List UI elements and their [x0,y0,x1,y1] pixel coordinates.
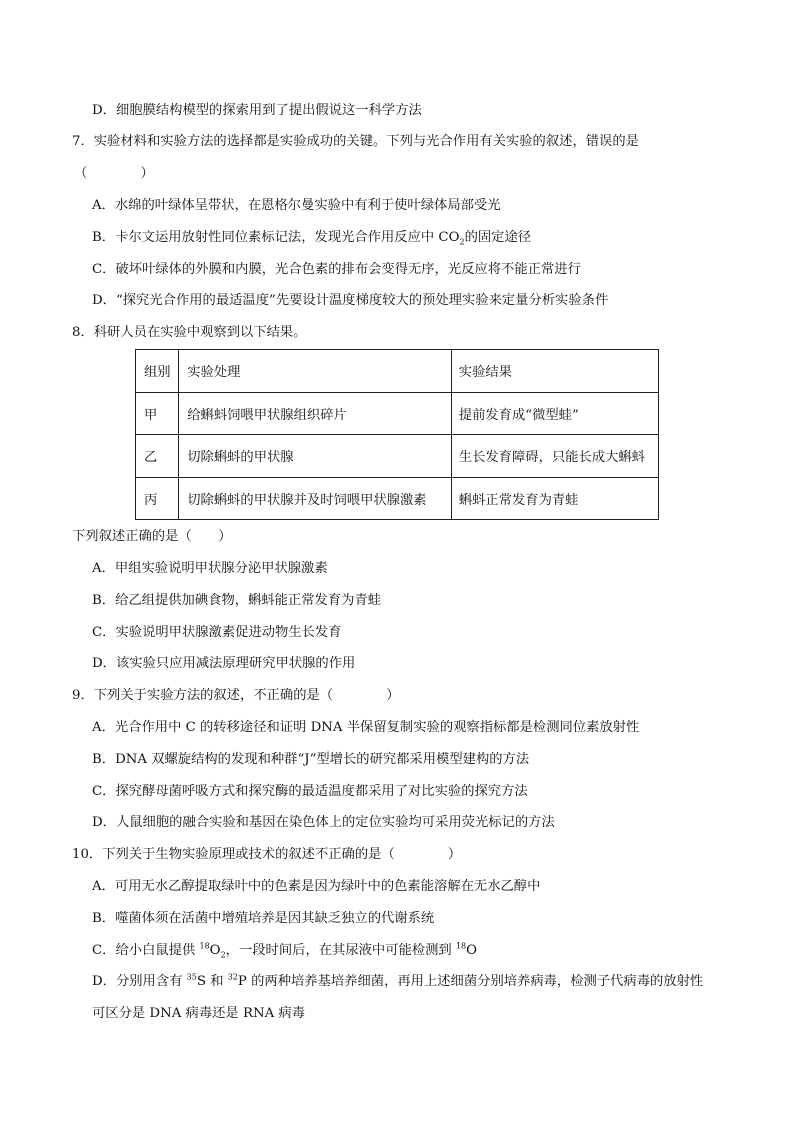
table-header-row [136,350,659,393]
q7-option-c: C．破坏叶绿体的外膜和内膜，光合色素的排布会变得无序，光反应将不能正常进行 [92,262,581,277]
q10-option-c-tail: ，一段时间后，在其尿液中可能检测到 [225,943,456,958]
q7-option-b-tail: 的固定途径 [464,230,532,245]
table-row [136,392,659,435]
table-header-cell: 组别 [136,350,179,393]
q10-option-c-text: C．给小白鼠提供 [92,943,200,958]
q7-option-b-text: B．卡尔文运用放射性同位素标记法，发现光合作用反应中 CO [92,230,460,245]
q8-option-c: C．实验说明甲状腺激素促进动物生长发育 [92,625,342,640]
q10-option-c [92,943,477,959]
q8-option-d: D．该实验只应用减法原理研究甲状腺的作用 [92,656,356,671]
q7-option-a: A．水绵的叶绿体呈带状，在恩格尔曼实验中有利于使叶绿体局部受光 [92,198,501,213]
table-cell: 生长发育障碍，只能长成大蝌蚪 [451,435,658,478]
table-cell: 给蝌蚪饲喂甲状腺组织碎片 [179,392,452,435]
isotope-superscript: 18 [199,941,210,951]
q10-option-d-continuation: 可区分是 DNA 病毒还是 RNA 病毒 [92,1006,306,1021]
q8-option-b: B．给乙组提供加碘食物，蝌蚪能正常发育为青蛙 [92,593,382,608]
formula-subscript: 2 [220,950,226,960]
table-cell: 提前发育成“微型蛙” [451,392,658,435]
table-cell: 乙 [136,435,179,478]
q9-option-c: C．探究酵母菌呼吸方式和探究酶的最适温度都采用了对比实验的探究方法 [92,784,528,799]
q8-option-a: A．甲组实验说明甲状腺分泌甲状腺激素 [92,561,328,576]
q9-stem: 9．下列关于实验方法的叙述，不正确的是（ ） [72,688,400,703]
table-cell: 丙 [136,477,179,520]
table-row [136,477,659,520]
q10-option-b: B．噬菌体须在活菌中增殖培养是因其缺乏独立的代谢系统 [92,911,435,926]
table-header-cell: 实验处理 [179,350,452,393]
q10-stem: 10．下列关于生物实验原理或技术的叙述不正确的是（ ） [72,847,462,862]
q9-option-d: D．人鼠细胞的融合实验和基因在染色体上的定位实验均可采用荧光标记的方法 [92,815,555,830]
table-cell: 蝌蚪正常发育为青蛙 [451,477,658,520]
q10-option-d-text: D．分别用含有 [92,974,187,989]
element-symbol: O [209,943,221,958]
q7-stem: 7．实验材料和实验方法的选择都是实验成功的关键。下列与光合作用有关实验的叙述，错误的是 [72,134,639,149]
experiment-table [135,349,659,520]
q7-answer-paren: （ ） [74,166,154,181]
q7-option-b-subscript: 2 [459,237,465,247]
table-row [136,435,659,478]
table-header-cell: 实验结果 [451,350,658,393]
q10-option-d-tail: P 的两种培养基培养细菌，再用上述细菌分别培养病毒，检测子代病毒的放射性 [237,974,704,989]
q9-option-a: A．光合作用中 C 的转移途径和证明 DNA 半保留复制实验的观察指标都是检测同位素放射性 [92,720,640,735]
table-cell: 甲 [136,392,179,435]
q9-option-b: B．DNA 双螺旋结构的发现和种群“J”型增长的研究都采用模型建构的方法 [92,752,530,767]
table-cell: 切除蝌蚪的甲状腺 [179,435,452,478]
q8-stem: 8．科研人员在实验中观察到以下结果。 [72,325,307,340]
q10-option-d [92,974,703,990]
isotope-superscript: 32 [227,972,238,982]
element-symbol: S 和 [196,974,228,989]
isotope-superscript: 35 [186,972,197,982]
q10-option-a: A．可用无水乙醇提取绿叶中的色素是因为绿叶中的色素能溶解在无水乙醇中 [92,879,541,894]
isotope-superscript: 18 [455,941,467,951]
q6-option-d: D．细胞膜结构模型的探索用到了提出假说这一科学方法 [92,103,422,118]
table-cell: 切除蝌蚪的甲状腺并及时饲喂甲状腺激素 [179,477,452,520]
q8-question: 下列叙述正确的是（ ） [72,529,232,544]
element-symbol: O [466,943,478,958]
q7-option-d: D．“探究光合作用的最适温度”先要设计温度梯度较大的预处理实验来定量分析实验条件 [92,293,609,308]
q7-option-b [92,230,531,246]
